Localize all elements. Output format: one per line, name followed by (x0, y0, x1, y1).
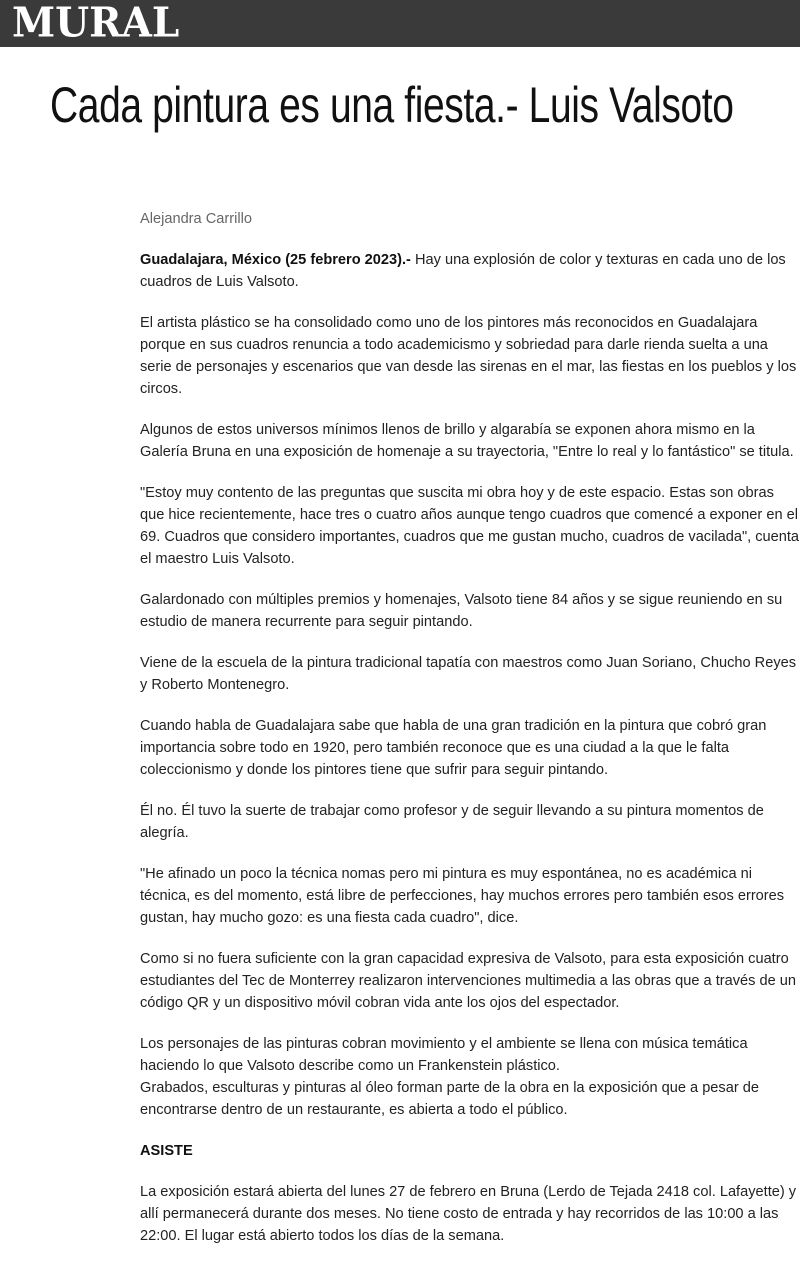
section-subhead: ASISTE (140, 1143, 193, 1159)
paragraph: "Estoy muy contento de las preguntas que suscita mi obra hoy y de este espacio. Estas son obras que hice recientemente, hace tres o cuatro años aunque tengo cuadros que comencé a exponer en el 69. Cuadros que considero importantes, cuadros que me gustan mucho, cuadros de vacilada", cuenta el maestro Luis Valsoto. (140, 485, 800, 567)
paragraph: Grabados, esculturas y pinturas al óleo forman parte de la obra en la exposición que a pesar de encontrarse dentro de un restaurante, es abierta a todo el público. (140, 1080, 759, 1118)
article-title: Cada pintura es una fiesta.- Luis Valsoto (50, 77, 734, 133)
paragraph: Galardonado con múltiples premios y homenajes, Valsoto tiene 84 años y se sigue reuniendo en su estudio de manera recurrente para seguir pintando. (140, 592, 783, 630)
article-body (140, 208, 800, 1266)
masthead (0, 0, 800, 47)
lead-text: Hay una explosión de color y texturas en cada uno de los cuadros de Luis Valsoto. (140, 252, 786, 290)
paragraph: El artista plástico se ha consolidado como uno de los pintores más reconocidos en Guadalajara porque en sus cuadros renuncia a todo academicismo y sobriedad para darle rienda suelta a una serie de personajes y escenarios que van desde las sirenas en el mar, las fiestas en los pueblos y los circos. (140, 315, 797, 397)
closing-paragraph: La exposición estará abierta del lunes 27 de febrero en Bruna (Lerdo de Tejada 2418 col. Lafayette) y allí permanecerá durante dos meses. No tiene costo de entrada y hay recorridos de las 10:00 a las 22:00. El lugar está abierto todos los días de la semana. (140, 1184, 797, 1244)
site-logo[interactable]: MURAL (12, 0, 180, 48)
author-byline: Alejandra Carrillo (140, 211, 252, 227)
paragraph: Los personajes de las pinturas cobran movimiento y el ambiente se llena con música temática haciendo lo que Valsoto describe como un Frankenstein plástico. (140, 1036, 748, 1074)
paragraph: Cuando habla de Guadalajara sabe que habla de una gran tradición en la pintura que cobró gran importancia sobre todo en 1920, pero también reconoce que es una ciudad a la que le falta coleccionismo y donde los pintores tiene que sufrir para seguir pintando. (140, 718, 767, 778)
paragraph: Algunos de estos universos mínimos llenos de brillo y algarabía se exponen ahora mismo en la Galería Bruna en una exposición de homenaje a su trayectoria, "Entre lo real y lo fantástico" se titula. (140, 422, 794, 460)
lead-paragraph (140, 249, 800, 293)
paragraph: "He afinado un poco la técnica nomas pero mi pintura es muy espontánea, no es académica ni técnica, es del momento, está libre de perfecciones, hay muchos errores pero también esos errores gustan, hay mucho gozo: es una fiesta cada cuadro", dice. (140, 866, 785, 926)
paragraph: Como si no fuera suficiente con la gran capacidad expresiva de Valsoto, para esta exposición cuatro estudiantes del Tec de Monterrey realizaron intervenciones multimedia a las obras que a través de un código QR y un dispositivo móvil cobran vida ante los ojos del espectador. (140, 951, 797, 1011)
dateline: Guadalajara, México (25 febrero 2023).- (140, 252, 411, 268)
paragraph: Él no. Él tuvo la suerte de trabajar como profesor y de seguir llevando a su pintura momentos de alegría. (140, 803, 764, 841)
paragraph: Viene de la escuela de la pintura tradicional tapatía con maestros como Juan Soriano, Chucho Reyes y Roberto Montenegro. (140, 655, 797, 693)
